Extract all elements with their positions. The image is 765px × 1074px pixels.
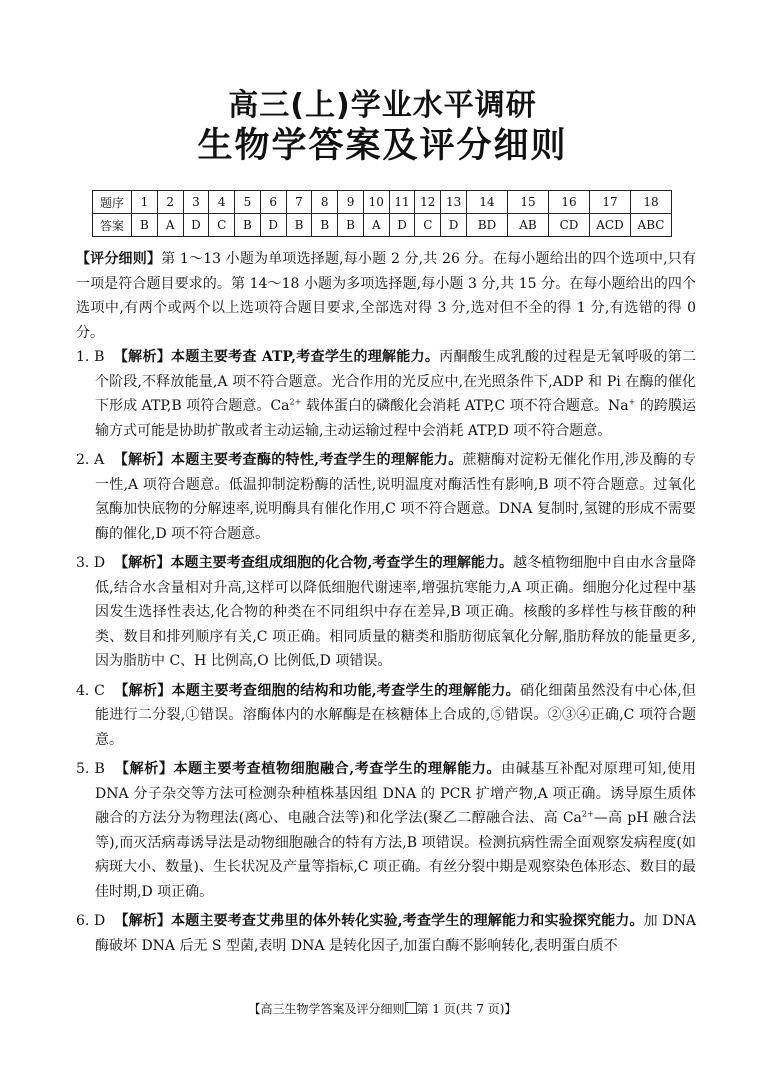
item-number: 6. D: [76, 913, 106, 929]
item-text: 越冬植物细胞中自由水含量降低,结合水含量相对升高,这样可以降低细胞代谢速率,增强抗寒能力,A 项正确。细胞分化过程中基因发生选择性表达,化合物的种类在不同组织中存在差异,B 项正确。核酸的多样性与核苷酸的种类、数目和排列顺序有关,C 项正确。相同质量的糖类和脂肪彻底氧化分解,脂肪释放的能量更多,因为脂肪中 C、H 比例高,O 比例低,D 项错误。: [95, 555, 697, 669]
explanation-item: [76, 679, 696, 753]
item-text: 载体蛋白的磷酸化会消耗 ATP,C 项不符合题意。Na: [301, 398, 629, 414]
item-number: 3. D: [76, 555, 106, 571]
title-line2: 生物学答案及评分细则: [197, 126, 568, 166]
answer-table-question-row: [93, 191, 672, 214]
answer-cell: B: [235, 214, 261, 237]
answer-cell: AB: [508, 214, 549, 237]
item-tag: 【解析】: [114, 913, 172, 929]
question-cell: 14: [467, 191, 508, 214]
question-cell: 13: [441, 191, 467, 214]
item-lead: 本题主要考查酶的特性,考查学生的理解能力。: [171, 452, 463, 468]
answer-cell: D: [389, 214, 415, 237]
superscript: +: [628, 397, 636, 407]
item-number: 2. A: [76, 452, 105, 468]
question-cell: 7: [286, 191, 312, 214]
question-cell: 15: [508, 191, 549, 214]
scoring-criteria: [76, 247, 696, 345]
answer-cell: D: [260, 214, 286, 237]
question-cell: 16: [549, 191, 590, 214]
item-lead: 本题主要考查组成细胞的化合物,考查学生的理解能力。: [170, 555, 514, 571]
box-symbol-icon: [405, 1002, 417, 1014]
question-cell: 1: [132, 191, 158, 214]
criteria-text: 第 1～13 小题为单项选择题,每小题 2 分,共 26 分。在每小题给出的四个选项中,只有一项是符合题目要求的。第 14～18 小题为多项选择题,每小题 3 分,共 15 分。在每小题给出的四个选项中,有两个或两个以上选项符合题目要求,全部选对得 3 分,选对但不全的得 1 分,有选错的得 0 分。: [76, 251, 696, 341]
answer-cell: ABC: [631, 214, 672, 237]
answer-cell: A: [157, 214, 183, 237]
question-cell: 4: [209, 191, 235, 214]
explanation-item: [76, 551, 696, 674]
item-lead: 本题主要考查细胞的结构和功能,考查学生的理解能力。: [171, 682, 520, 699]
item-tag: 【解析】: [114, 555, 171, 571]
item-text: 的跨膜运输方式可能是协助扩散或者主动运输,主动运输过程中会消耗 ATP,D 项不符合题意。: [95, 398, 696, 439]
question-cell: 12: [415, 191, 441, 214]
item-text: 硝化细菌虽然没有中心体,但能进行二分裂,①错误。溶酶体内的水解酶是在核糖体上合成的,⑤错误。②③④正确,C 项符合题意。: [95, 682, 697, 748]
question-cell: 6: [260, 191, 286, 214]
item-text: 加 DNA 酶破坏 DNA 后无 S 型菌,表明 DNA 是转化因子,加蛋白酶不影响转化,表明蛋白质不: [95, 913, 696, 954]
superscript: 2+: [581, 809, 594, 819]
answer-cell: B: [132, 214, 158, 237]
superscript: 2+: [289, 397, 302, 407]
item-number: 1. B: [76, 349, 105, 365]
answer-cell: CD: [549, 214, 590, 237]
answer-cell: B: [286, 214, 312, 237]
explanation-item: [76, 345, 696, 443]
question-cell: 5: [235, 191, 261, 214]
answer-table-answer-row: [93, 214, 672, 237]
explanation-item: [76, 448, 696, 546]
item-tag: 【解析】: [113, 452, 172, 468]
answer-cell: C: [209, 214, 235, 237]
item-text: 蔗糖酶对淀粉无催化作用,涉及酶的专一性,A 项符合题意。低温抑制淀粉酶的活性,说明温度对酶活性有影响,B 项不符合题意。过氧化氢酶加快底物的分解速率,说明酶具有催化作用,C 项不符合题意。DNA 复制时,氢键的形成不需要酶的催化,D 项不符合题意。: [95, 452, 696, 542]
question-cell: 10: [363, 191, 389, 214]
answer-cell: A: [363, 214, 389, 237]
item-text: 由碱基互补配对原理可知,使用 DNA 分子杂交等方法可检测杂种植株基因组 DNA 的 PCR 扩增产物,A 项正确。诱导原生质体融合的方法分为物理法(离心、电融合法等)和化学法(聚乙二醇融合法、高 Ca: [95, 761, 696, 826]
item-number: 5. B: [76, 761, 105, 777]
item-text: —高 pH 融合法等),而灭活病毒诱导法是动物细胞融合的特有方法,B 项错误。检测抗病性需全面观察发病程度(如病斑大小、数量)、生长状况及产量等指标,C 项正确。有丝分裂中期是观察染色体形态、数目的最佳时期,D 项正确。: [95, 810, 696, 900]
page-footer: [0, 1000, 765, 1017]
explanation-item: [76, 757, 696, 904]
criteria-label: 【评分细则】: [76, 251, 162, 267]
item-tag: 【解析】: [114, 761, 174, 777]
explanation-item: [76, 909, 696, 958]
title-line1: 高三(上)学业水平调研: [228, 88, 537, 123]
footer-left: 【高三生物学答案及评分细则: [248, 1002, 405, 1016]
row-label-question: 题序: [93, 191, 132, 214]
answer-cell: BD: [467, 214, 508, 237]
answer-cell: ACD: [590, 214, 631, 237]
answer-cell: D: [183, 214, 209, 237]
answer-cell: D: [441, 214, 467, 237]
question-cell: 17: [590, 191, 631, 214]
item-lead: 本题主要考查艾弗里的体外转化实验,考查学生的理解能力和实验探究能力。: [171, 913, 644, 929]
item-tag: 【解析】: [114, 682, 172, 699]
question-cell: 3: [183, 191, 209, 214]
question-cell: 11: [389, 191, 415, 214]
answer-explanations: [76, 247, 696, 963]
question-cell: 8: [312, 191, 338, 214]
answer-cell: B: [338, 214, 364, 237]
question-cell: 18: [631, 191, 672, 214]
answer-cell: B: [312, 214, 338, 237]
question-cell: 2: [157, 191, 183, 214]
item-tag: 【解析】: [113, 349, 172, 365]
footer-right: 第 1 页(共 7 页)】: [416, 1002, 517, 1016]
answer-cell: C: [415, 214, 441, 237]
item-number: 4. C: [76, 682, 105, 699]
item-text: 丙酮酸生成乳酸的过程是无氧呼吸的第二个阶段,不释放能量,A 项不符合题意。光合作用的光反应中,在光照条件下,ADP 和 Pi 在酶的催化下形成 ATP,B 项符合题意。Ca: [95, 349, 697, 414]
answer-table: [92, 190, 672, 237]
question-cell: 9: [338, 191, 364, 214]
item-lead: 本题主要考查植物细胞融合,考查学生的理解能力。: [173, 761, 502, 777]
row-label-answer: 答案: [93, 214, 132, 237]
item-lead: 本题主要考查 ATP,考查学生的理解能力。: [171, 349, 440, 365]
